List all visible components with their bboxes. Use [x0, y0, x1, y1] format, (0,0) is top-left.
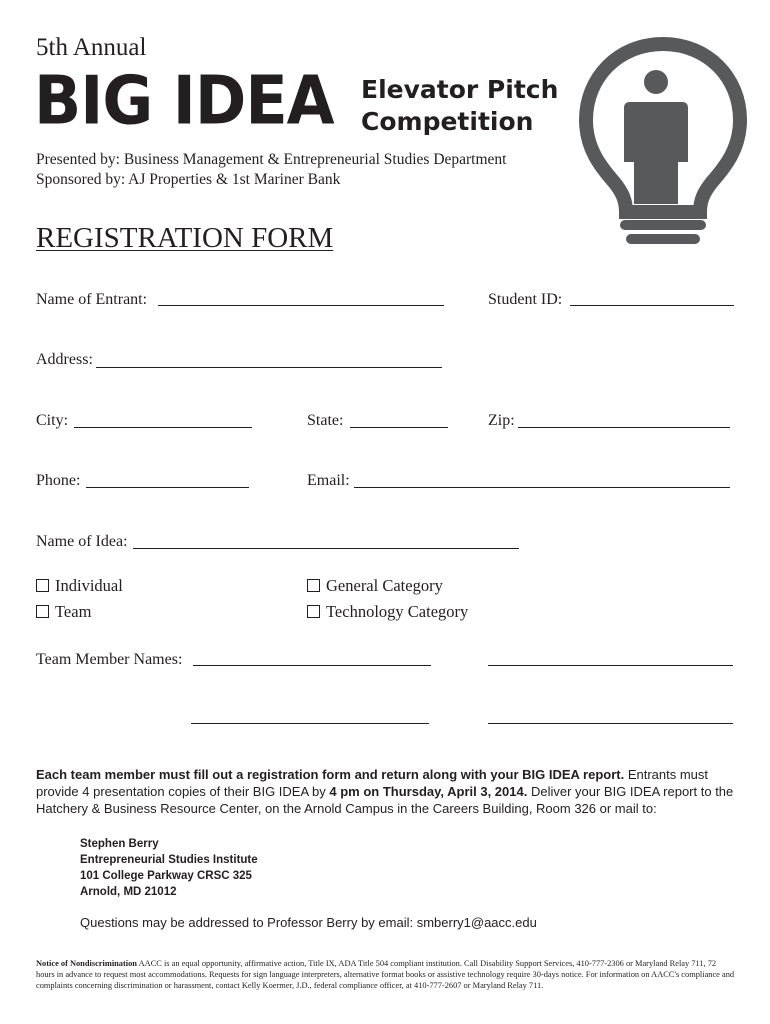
questions-text: Questions may be addressed to Professor Berry by email: smberry1@aacc.edu: [80, 915, 537, 930]
sponsored-by: Sponsored by: AJ Properties & 1st Mariner Bank: [36, 171, 341, 188]
team-label: Team: [55, 602, 92, 621]
sponsor-block: [36, 150, 506, 190]
team-member-3-field[interactable]: [191, 723, 429, 724]
email-field[interactable]: [354, 487, 730, 488]
instructions-text-1: Entrants must provide 4 presentation copies of their BIG IDEA by: [36, 767, 709, 799]
lightbulb-person-icon: [578, 36, 748, 252]
team-member-4-field[interactable]: [488, 723, 733, 724]
name-of-entrant-field[interactable]: [158, 305, 444, 306]
address-field[interactable]: [96, 367, 442, 368]
email-label: Email:: [307, 472, 350, 489]
annual-label: 5th Annual: [36, 34, 147, 61]
presented-by: Presented by: Business Management & Entrepreneurial Studies Department: [36, 151, 507, 168]
state-label: State:: [307, 412, 344, 429]
instructions-paragraph: [36, 766, 736, 817]
name-of-idea-label: Name of Idea:: [36, 533, 128, 550]
instructions-text-2: Deliver your BIG IDEA report to the Hatchery & Business Resource Center, on the Arnold Campus in the Careers Building, Room 326 or mail to:: [36, 784, 734, 816]
general-category-checkbox[interactable]: [307, 579, 320, 592]
individual-checkbox[interactable]: [36, 579, 49, 592]
address-line-3: 101 College Parkway CRSC 325: [80, 870, 252, 882]
team-member-2-field[interactable]: [488, 665, 733, 666]
competition-subtitle: [361, 74, 558, 138]
notice-label: Notice of Nondiscrimination: [36, 959, 137, 968]
address-line-2: Entrepreneurial Studies Institute: [80, 854, 258, 866]
address-label: Address:: [36, 351, 93, 368]
zip-field[interactable]: [518, 427, 730, 428]
pitch-line-1: Elevator Pitch: [361, 75, 559, 104]
general-category-label: General Category: [326, 576, 443, 595]
technology-category-option[interactable]: [307, 602, 468, 622]
name-of-entrant-label: Name of Entrant:: [36, 291, 148, 308]
team-option[interactable]: [36, 602, 91, 622]
address-line-4: Arnold, MD 21012: [80, 886, 177, 898]
individual-option[interactable]: [36, 576, 123, 596]
instructions-bold-lead: Each team member must fill out a registration form and return along with your BIG IDEA report.: [36, 767, 625, 782]
state-field[interactable]: [350, 427, 448, 428]
team-member-1-field[interactable]: [193, 665, 431, 666]
general-category-option[interactable]: [307, 576, 443, 596]
name-of-idea-field[interactable]: [133, 548, 519, 549]
team-checkbox[interactable]: [36, 605, 49, 618]
pitch-line-2: Competition: [361, 107, 534, 136]
student-id-label: Student ID:: [488, 291, 563, 308]
address-line-1: Stephen Berry: [80, 838, 159, 850]
deadline-text: 4 pm on Thursday, April 3, 2014.: [329, 784, 528, 799]
city-field[interactable]: [74, 427, 252, 428]
technology-category-checkbox[interactable]: [307, 605, 320, 618]
mailing-address: [80, 836, 258, 900]
big-idea-title: BIG IDEA: [34, 60, 334, 140]
zip-label: Zip:: [488, 412, 515, 429]
registration-form-title: REGISTRATION FORM: [36, 222, 334, 254]
student-id-field[interactable]: [570, 305, 734, 306]
nondiscrimination-notice: [36, 958, 736, 991]
team-member-names-label: Team Member Names:: [36, 651, 183, 668]
notice-text: AACC is an equal opportunity, affirmative action, Title IX, ADA Title 504 compliant institution. Call Disability Support Services, 410-777-2306 or Maryland Relay 711, 72 hours in advance to request most accommodations. Requests for sign language interpreters, alternative format books or assistive technology require 30-days notice. For information on AACC's compliance and complaints concerning discrimination or harassment, contact Kelly Koermer, J.D., federal compliance officer, at 410-777-2607 or Maryland Relay 711.: [36, 959, 735, 990]
technology-category-label: Technology Category: [326, 602, 469, 621]
individual-label: Individual: [55, 576, 123, 595]
city-label: City:: [36, 412, 69, 429]
phone-field[interactable]: [86, 487, 249, 488]
phone-label: Phone:: [36, 472, 81, 489]
